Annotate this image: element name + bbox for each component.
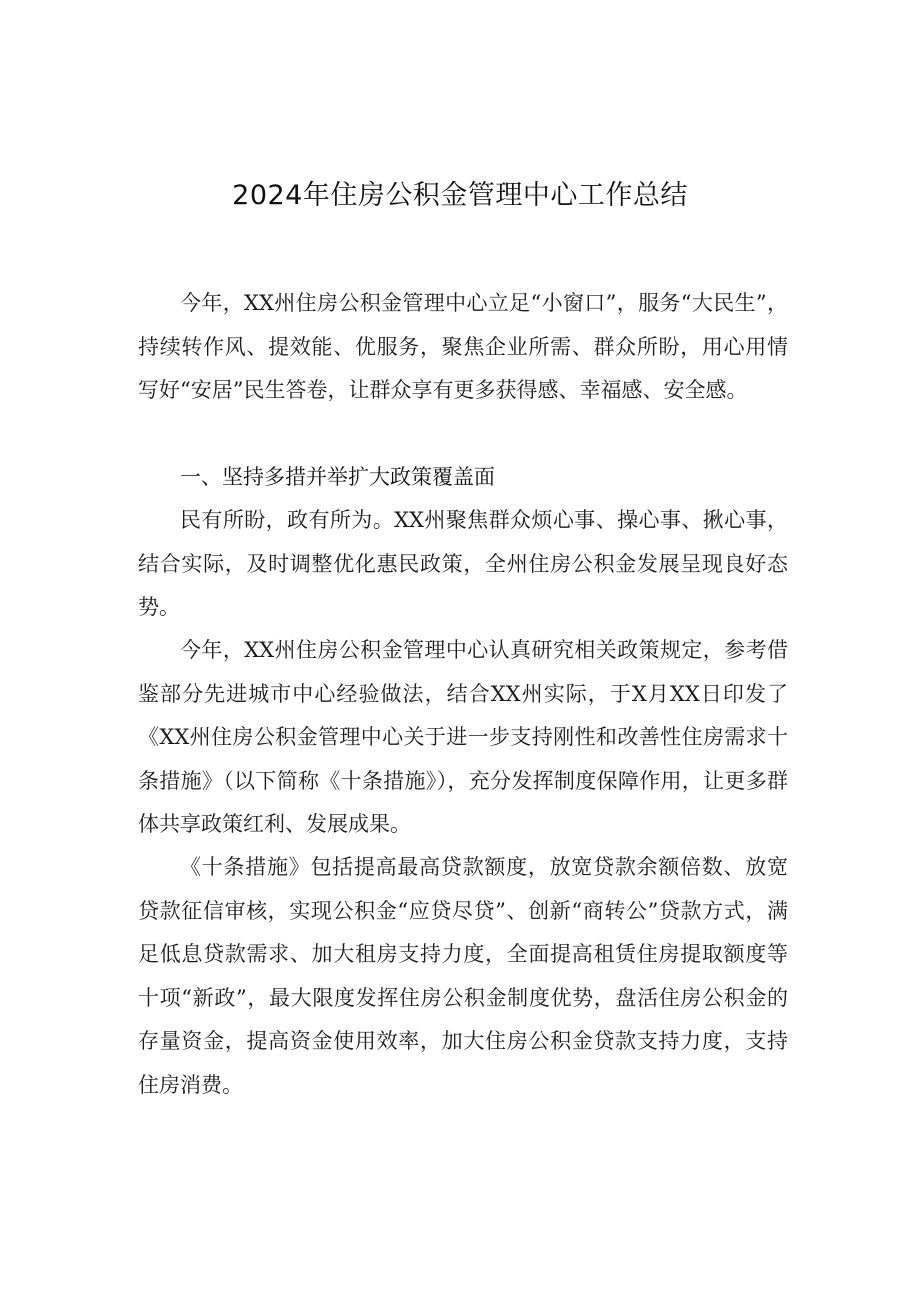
document-title: 2024年住房公积金管理中心工作总结 [232, 180, 688, 211]
intro-paragraph: 今年，XX州住房公积金管理中心立足“小窗口”，服务“大民生”，持续转作风、提效能、优服务，聚焦企业所需、群众所盼，用心用情写好“安居”民生答卷，让群众享有更多获得感、幸福感、安全感。 [138, 291, 788, 402]
body-paragraph: 今年，XX州住房公积金管理中心认真研究相关政策规定，参考借鉴部分先进城市中心经验做法，结合XX州实际，于X月XX日印发了《XX州住房公积金管理中心关于进一步支持刚性和改善性住房需求十条措施》（以下简称《十条措施》），充分发挥制度保障作用，让更多群体共享政策红利、发展成果。 [138, 638, 788, 836]
body-paragraph: 民有所盼，政有所为。XX州聚焦群众烦心事、操心事、揪心事，结合实际，及时调整优化惠民政策，全州住房公积金发展呈现良好态势。 [138, 508, 788, 619]
body-paragraph: 《十条措施》包括提高最高贷款额度，放宽贷款余额倍数、放宽贷款征信审核，实现公积金“应贷尽贷”、创新“商转公”贷款方式，满足低息贷款需求、加大租房支持力度，全面提高租赁住房提取额度等十项“新政”，最大限度发挥住房公积金制度优势，盘活住房公积金的存量资金，提高资金使用效率，加大住房公积金贷款支持力度，支持住房消费。 [138, 855, 788, 1097]
section-heading: 一、坚持多措并举扩大政策覆盖面 [180, 465, 495, 489]
